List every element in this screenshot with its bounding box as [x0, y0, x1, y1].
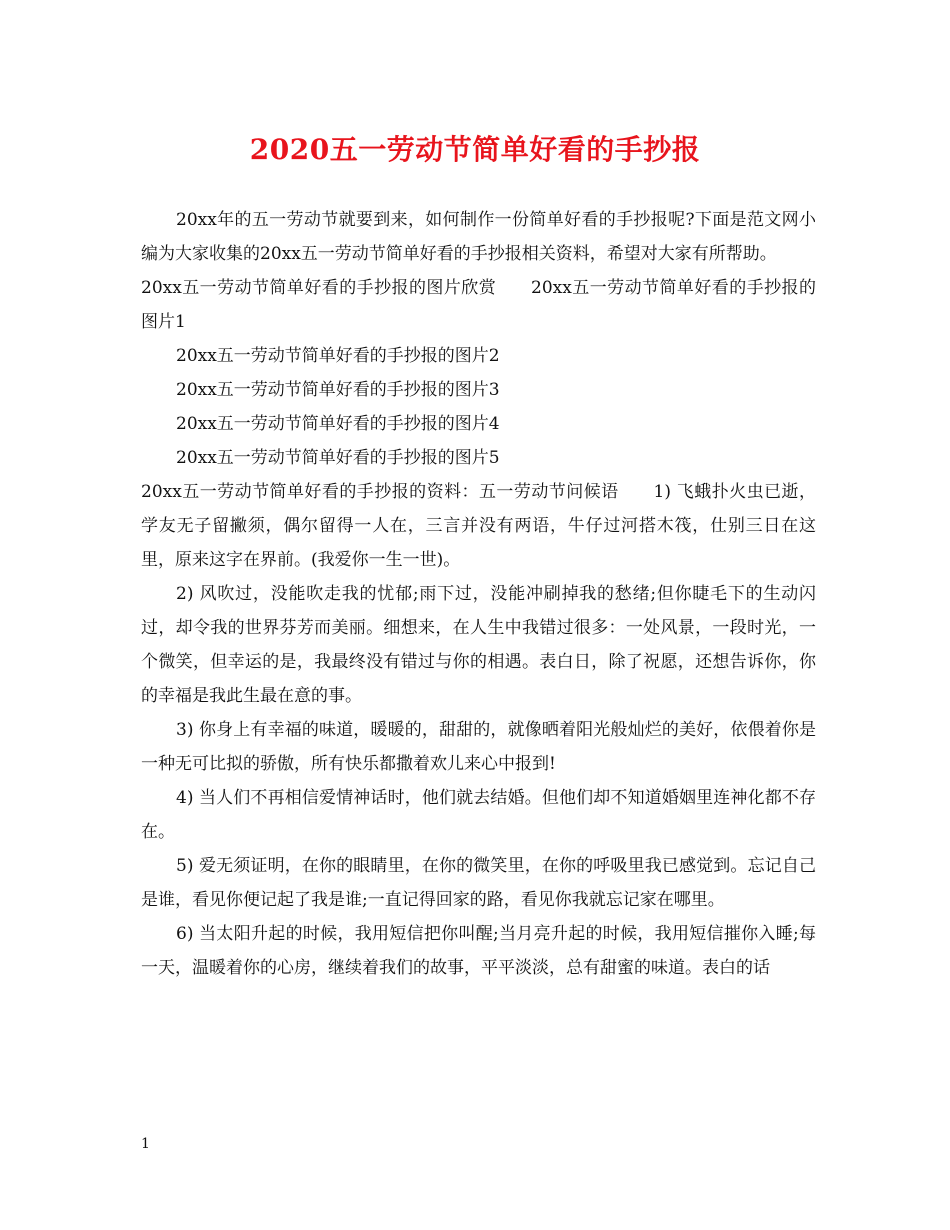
picture-caption-4: 20xx五一劳动节简单好看的手抄报的图片4 [176, 414, 500, 434]
picture-caption-2: 20xx五一劳动节简单好看的手抄报的图片2 [176, 346, 500, 366]
page-title: 2020五一劳动节简单好看的手抄报 [249, 133, 701, 166]
intro-paragraph: 20xx年的五一劳动节就要到来，如何制作一份简单好看的手抄报呢?下面是范文网小编为大家收集的20xx五一劳动节简单好看的手抄报相关资料，希望对大家有所帮助。 [141, 210, 816, 264]
page-number: 1 [141, 1136, 150, 1152]
greeting-paragraph-1: 20xx五一劳动节简单好看的手抄报的资料：五一劳动节问候语 1) 飞蛾扑火虫已逝，学友无子留撇须，偶尔留得一人在，三言并没有两语，牛仔过河搭木筏，仕别三日在这里，原来这字在界前。(我爱你一生一世)。 [141, 482, 816, 570]
picture-gallery-paragraph: 20xx五一劳动节简单好看的手抄报的图片欣赏 20xx五一劳动节简单好看的手抄报的图片1 [141, 278, 816, 332]
greeting-paragraph-5: 5) 爱无须证明，在你的眼睛里，在你的微笑里，在你的呼吸里我已感觉到。忘记自己是谁，看见你便记起了我是谁;一直记得回家的路，看见你我就忘记家在哪里。 [141, 856, 816, 910]
greeting-paragraph-4: 4) 当人们不再相信爱情神话时，他们就去结婚。但他们却不知道婚姻里连神化都不存在。 [141, 788, 816, 842]
greeting-paragraph-6: 6) 当太阳升起的时候，我用短信把你叫醒;当月亮升起的时候，我用短信摧你入睡;每一天，温暖着你的心房，继续着我们的故事，平平淡淡，总有甜蜜的味道。表白的话 [141, 924, 816, 978]
document-body [141, 203, 816, 985]
picture-caption-5: 20xx五一劳动节简单好看的手抄报的图片5 [176, 448, 500, 468]
greeting-paragraph-2: 2) 风吹过，没能吹走我的忧郁;雨下过，没能冲刷掉我的愁绪;但你睫毛下的生动闪过，却令我的世界芬芳而美丽。细想来，在人生中我错过很多：一处风景，一段时光，一个微笑，但幸运的是，我最终没有错过与你的相遇。表白日，除了祝愿，还想告诉你，你的幸福是我此生最在意的事。 [141, 584, 816, 706]
greeting-paragraph-3: 3) 你身上有幸福的味道，暖暖的，甜甜的，就像晒着阳光般灿烂的美好，依偎着你是一种无可比拟的骄傲，所有快乐都撒着欢儿来心中报到! [141, 720, 816, 774]
picture-caption-3: 20xx五一劳动节简单好看的手抄报的图片3 [176, 380, 500, 400]
